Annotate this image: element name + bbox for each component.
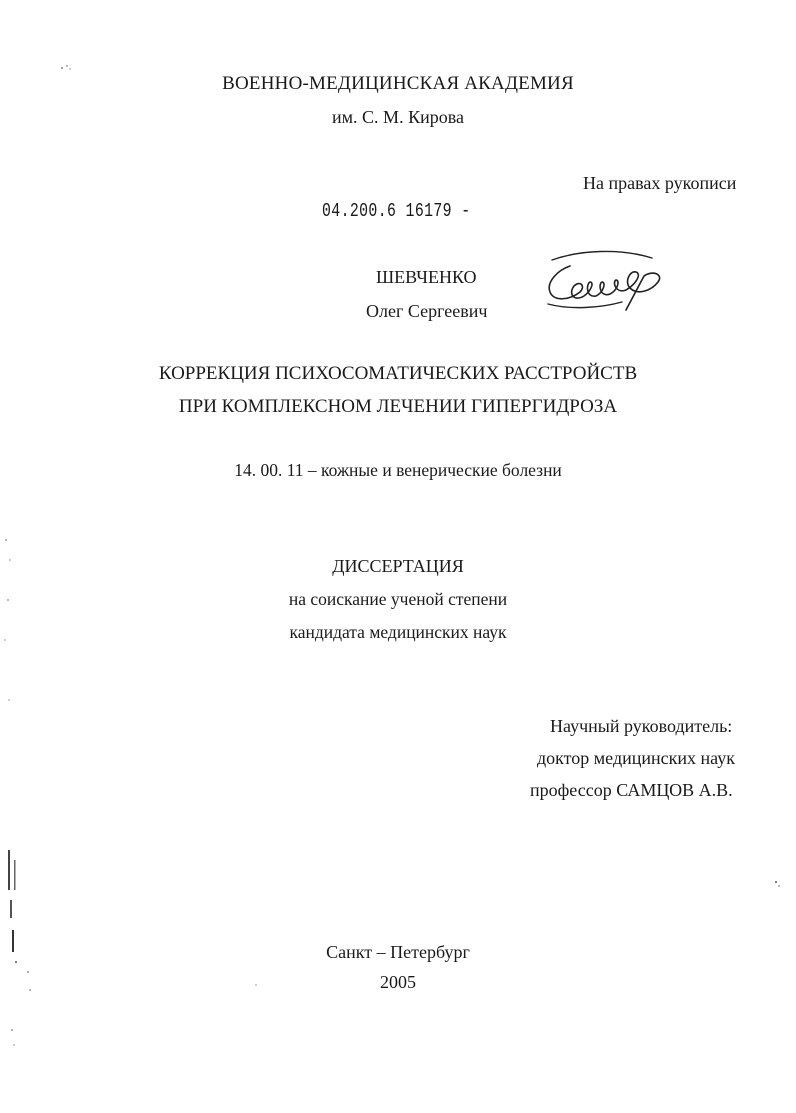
institution-subtitle: им. С. М. Кирова bbox=[332, 107, 464, 127]
author-surname: ШЕВЧЕНКО bbox=[376, 267, 477, 287]
author-signature bbox=[540, 246, 672, 318]
manuscript-rights-note: На правах рукописи bbox=[583, 173, 737, 193]
degree-name-line: кандидата медицинских наук bbox=[289, 622, 507, 642]
supervisor-name: профессор САМЦОВ А.В. bbox=[530, 780, 733, 800]
dissertation-heading: ДИССЕРТАЦИЯ bbox=[332, 556, 464, 576]
publication-city: Санкт – Петербург bbox=[326, 942, 470, 962]
dissertation-title-line-1: КОРРЕКЦИЯ ПСИХОСОМАТИЧЕСКИХ РАССТРОЙСТВ bbox=[158, 363, 638, 384]
institution-name: ВОЕННО-МЕДИЦИНСКАЯ АКАДЕМИЯ bbox=[222, 73, 574, 94]
author-given-names: Олег Сергеевич bbox=[366, 301, 488, 321]
supervisor-degree: доктор медицинских наук bbox=[537, 748, 735, 768]
supervisor-label: Научный руководитель: bbox=[550, 716, 733, 736]
registration-number-stamp: 04.200.6 16179 - bbox=[322, 200, 471, 222]
dissertation-title-line-2: ПРИ КОМПЛЕКСНОМ ЛЕЧЕНИИ ГИПЕРГИДРОЗА bbox=[178, 396, 618, 417]
degree-purpose-line: на соискание ученой степени bbox=[288, 589, 508, 609]
publication-year: 2005 bbox=[380, 972, 416, 992]
specialty-code: 14. 00. 11 – кожные и венерические болезни bbox=[234, 460, 562, 480]
